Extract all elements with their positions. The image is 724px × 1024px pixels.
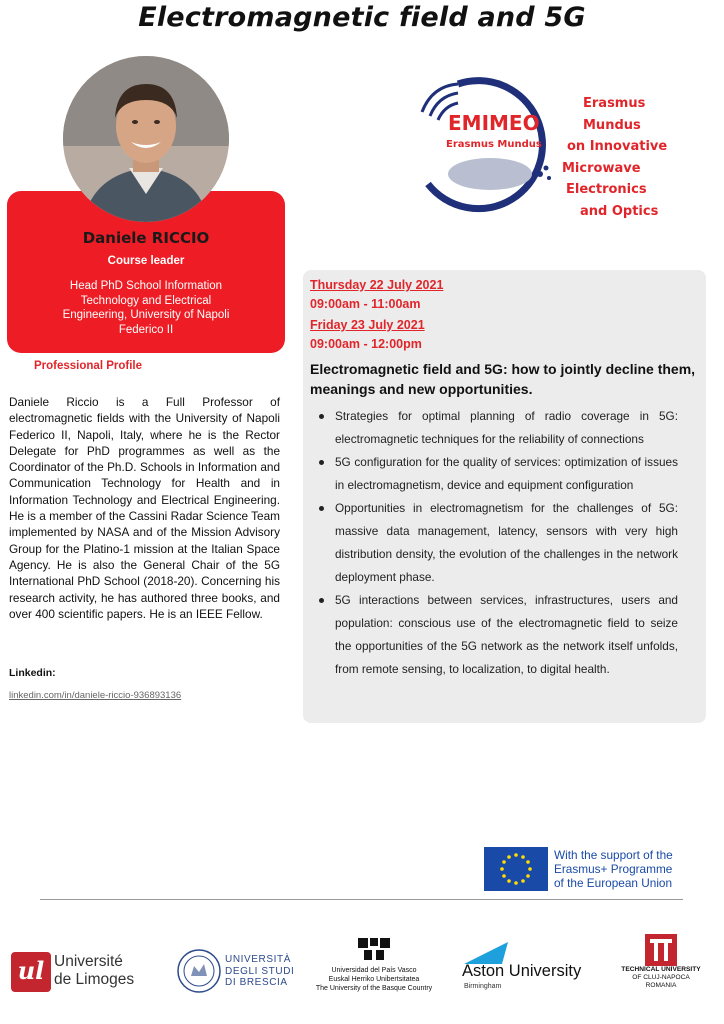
emimeo-logo (408, 74, 554, 220)
brescia-line: UNIVERSITÀ (225, 954, 292, 965)
list-item: Opportunities in electromagnetism for the challenges of 5G: massive data management, latency, sensors with very high distribution density, the evolution of the challenges in the network deployment phase. (316, 497, 678, 589)
limoges-logo-icon: ul (11, 952, 51, 992)
limoges-line: de Limoges (54, 971, 135, 988)
eu-flag-icon (484, 847, 548, 891)
brescia-line: DI BRESCIA (225, 977, 288, 988)
speaker-photo (63, 56, 229, 222)
course-title: Electromagnetic field and 5G: how to jointly decline them, meanings and new opportunities. (310, 361, 696, 397)
cluj-line: OF CLUJ-NAPOCA (632, 974, 690, 982)
emimeo-line: Erasmus Mundus (583, 96, 646, 133)
emimeo-logo-sub: Erasmus Mundus (446, 139, 542, 150)
list-item: 5G interactions between services, infrastructures, users and population: conscious use of the electromagnetic field to seize the opportunities of the 5G network as the network itself unfolds, from remote sensing, to localization, to digital health. (316, 589, 678, 681)
schedule-time: 09:00am - 11:00am (310, 297, 421, 311)
speaker-bio: Daniele Riccio is a Full Professor of electromagnetic fields with the University of Napoli Federico II, Napoli, Italy, where he is the Rector Delegate for PhD programmes as well as the Coordinator of the Ph.D. Schools in Information and Communication Technology for Health and in Information Technology and Electrical Engineering. He is a member of the Cassini Radar Science Team implemented by NASA and of the Mission Advisory Group for the Platino-1 mission at the Italian Space Agency. He is also the General Chair of the 5G International PhD School (2018-20). Concerning his research activity, he has authored three books, and over 400 scientific papers. He is an IEEE Fellow. (9, 395, 280, 621)
cluj-logo-icon (644, 933, 678, 967)
schedule-time: 09:00am - 12:00pm (310, 337, 422, 351)
limoges-line: Université (54, 953, 123, 970)
schedule-date: Friday 23 July 2021 (310, 318, 425, 332)
divider (40, 899, 683, 900)
linkedin-link[interactable]: linkedin.com/in/daniele-riccio-936893136 (9, 690, 182, 701)
limoges-logo-text (54, 953, 134, 989)
ehu-line: Universidad del País Vasco (331, 967, 417, 974)
profile-heading: Professional Profile (34, 360, 143, 372)
speaker-position: Head PhD School Information Technology and Electrical Engineering, University of Napoli Federico II (62, 280, 230, 336)
brescia-logo-text (225, 954, 294, 989)
list-item: 5G configuration for the quality of services: optimization of issues in electromagnetism, device and equipment configuration (316, 451, 678, 497)
brescia-line: DEGLI STUDI (225, 965, 295, 977)
emimeo-program-name (556, 93, 706, 222)
eu-line: With the support of the (554, 848, 673, 862)
emimeo-logo-title: EMIMEO (448, 111, 540, 135)
cluj-line: ROMANIA (645, 982, 677, 990)
aston-city: Birmingham (464, 983, 502, 990)
emimeo-line: on Innovative (567, 139, 668, 154)
ehu-logo-text (308, 966, 440, 993)
portrait-image (63, 56, 229, 222)
eu-line: of the European Union (554, 876, 673, 890)
ehu-logo-icon (356, 934, 392, 964)
eu-line: Erasmus+ Programme (554, 862, 673, 876)
emimeo-line: Electronics (566, 182, 647, 197)
linkedin-label: Linkedin: (9, 667, 56, 679)
ehu-line: Euskal Herriko Unibertsitatea (328, 976, 420, 983)
ehu-line: The University of the Basque Country (315, 985, 433, 992)
eu-support-banner (484, 845, 689, 893)
emimeo-line: and Optics (580, 203, 659, 219)
emimeo-line: Microwave (562, 160, 641, 176)
schedule-date: Thursday 22 July 2021 (310, 278, 444, 292)
aston-logo-text: Aston University (462, 962, 582, 980)
list-item: Strategies for optimal planning of radio coverage in 5G: electromagnetic techniques for the reliability of connections (316, 405, 678, 451)
brescia-seal-icon (176, 948, 222, 994)
speaker-role: Course leader (107, 255, 185, 267)
topic-list (316, 405, 678, 681)
page-title: Electromagnetic field and 5G (138, 2, 586, 33)
speaker-name: Daniele RICCIO (82, 229, 210, 247)
eu-support-text (554, 848, 694, 890)
cluj-logo-text (612, 966, 710, 991)
cluj-line: TECHNICAL UNIVERSITY (621, 966, 701, 973)
